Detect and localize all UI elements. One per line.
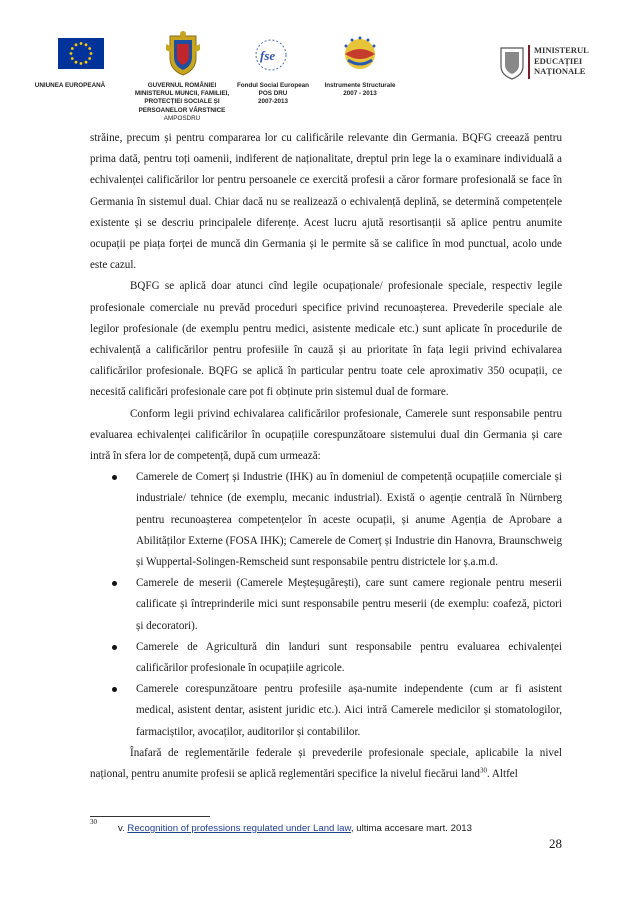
fse-logo (254, 38, 288, 72)
page-header (0, 0, 638, 130)
bullet-icon (112, 645, 117, 650)
footnote-number: 30 (90, 818, 97, 826)
ministry-crest-icon (498, 44, 526, 80)
footnote-link[interactable]: Recognition of professions regulated under Land law (127, 823, 351, 834)
bullet-icon (112, 687, 117, 692)
ministry-education-logo: MINISTERUL EDUCAȚIEI NAȚIONALE (498, 44, 584, 80)
list-item: Camerele corespunzătoare pentru profesiile așa-numite independente (cum ar fi asistent medical, asistent dentar, asistent juridic etc.). Aici intră Camerele medicilor și stomatologilor, farmaciștilor, avocaților, auditorilor și contabililor. (136, 679, 562, 743)
page-number: 28 (549, 836, 562, 851)
government-caption: GUVERNUL ROMÂNIEI MINISTERUL MUNCII, FAMILIEI, PROTECȚIEI SOCIALE ȘI PERSOANELOR VÂRSTNICE AMPOSDRU (134, 82, 230, 122)
paragraph-bqfg: BQFG se aplică doar atunci cînd legile ocupaționale/ profesionale speciale, respectiv legile profesionale comerciale nu prevăd proceduri specifice privind recunoașterea. Prevederile speciale ale legilor profesionale (de exemplu pentru medici, asistente medicale etc.) sunt aplicate în procedurile de echivalență a calificărilor pentru profesiile în cauză și au prioritate în fața legii privind echivalarea calificărilor profesionale. BQFG se aplică în particular pentru toate cele aproximativ 350 ocupații, ce necesită calificări profesionale care pot fi obținute prin sistemul dual de formare. (90, 280, 562, 399)
main-text (90, 128, 562, 785)
bullet-icon (112, 581, 117, 586)
chambers-list (90, 467, 562, 743)
list-item: Camerele de Comerț și Industrie (IHK) au în domeniul de competență ocupațiile comerciale și industriale/ tehnice (de exemplu, mecanic industrial). Există o agenție centrală în Nürnberg pentru recunoașterea competențelor în aceste ocupații, și anume Agenția de Aprobare a Abilităților Externe (FOSA IHK); Camerele de Comerț și Industrie din Hanovra, Braunschweig și Wuppertal-Solingen-Remscheid sunt responsabile pentru districtele lor ș.a.m.d. (136, 467, 562, 573)
list-item: Camerele de Agricultură din landuri sunt responsabile pentru evaluarea echivalenței calificărilor profesionale în ocupațiile agricole. (136, 637, 562, 679)
footnote-ref[interactable]: 30 (479, 766, 487, 775)
romania-coat-of-arms-logo (166, 30, 200, 76)
list-item: Camerele de meserii (Camerele Meșteșugărești), care sunt camere regionale pentru meserii calificate și întreprinderile mici sunt responsabile pentru meserii (de exemplu: coafeză, pictori și decoratori). (136, 573, 562, 637)
eu-caption: UNIUNEA EUROPEANĂ (34, 82, 106, 89)
paragraph-continuation: străine, precum și pentru compararea lor cu calificările relevante din Germania. BQFG creează pentru prima dată, pentru toți oamenii, indiferent de naționalitate, dreptul prin lege la o examinare individuală a echivalenței calificărilor lor pentru persoanele ce exercită profesii a căror formare profesională se face în Germania în sistemul dual. Chiar dacă nu se realizează o echivalență deplină, se determină competențele existente și se descriu principalele diferențe. Acest lucru ajută resortisanții să aplice pentru anumite ocupații pe piața forței de muncă din Germania și le permite să se califice în mod punctual, acolo unde este cazul. (90, 132, 562, 272)
bullet-icon (112, 475, 117, 480)
structural-instruments-logo (340, 34, 380, 74)
footnote: v. Recognition of professions regulated under Land law, ultima accesare mart. 2013 (118, 823, 472, 834)
footnote-divider (90, 816, 210, 817)
paragraph-land-regulations: Înafară de reglementările federale și prevederile profesionale speciale, aplicabile la nivel național, pentru anumite profesii se aplică reglementări specifice la nivelul fiecărui land$^{30}$. Altfel (90, 746, 562, 781)
eu-flag-logo (58, 38, 104, 69)
structural-instruments-caption: Instrumente Structurale 2007 - 2013 (324, 82, 396, 98)
svg-text:fse: fse (260, 48, 276, 63)
fse-caption: Fondul Social European POS DRU 2007-2013 (236, 82, 310, 106)
paragraph-chambers: Conform legii privind echivalarea calificărilor profesionale, Camerele sunt responsabile pentru evaluarea echivalenței calificărilor în ocupațiile corespunzătoare sistemului dual din Germania și care intră în sfera lor de competență, după cum urmează: (90, 407, 562, 463)
